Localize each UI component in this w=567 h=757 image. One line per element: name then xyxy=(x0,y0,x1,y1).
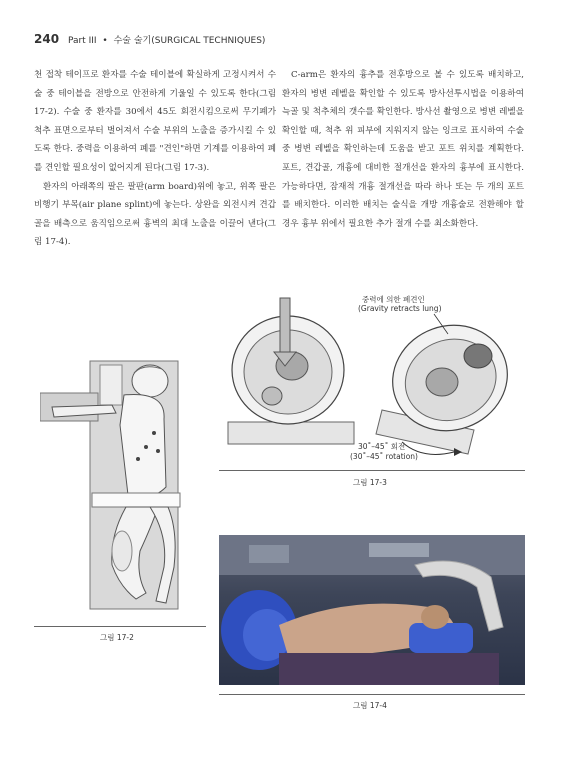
chapter-title: 수술 술기(SURGICAL TECHNIQUES) xyxy=(113,36,266,46)
figure-17-4-photo xyxy=(219,535,525,685)
rotation-label-en: (30˚–45˚ rotation) xyxy=(350,452,418,461)
paragraph: 환자의 아래쪽의 팔은 팔판(arm board)위에 놓고, 위쪽 팔은 비행기 부목(air plane splint)에 놓는다. 상완을 외전시켜 견갑골을 배측으로 움직임으로써 흉벽의 최대 노출을 이끌어 낸다(그림 17-4). xyxy=(34,181,276,248)
figure-17-2-caption: 그림 17-2 xyxy=(100,633,134,642)
figure-17-3-illustration xyxy=(222,292,522,464)
figure-17-2-rule xyxy=(34,626,206,627)
paragraph: 천 접착 테이프로 환자를 수술 테이블에 확실하게 고정시켜서 수술 중 테이블을 전방으로 안전하게 기울일 수 있도록 한다(그림 17-2). 수술 중 환자를 30에서 45도 회전시킴으로써 무기폐가 척추 표면으로부터 벌어져서 수술 부위의 노출을 증가시킬 수 있도록 한다. 중력을 이용하여 폐를 "견인"하면 기계를 이용하여 폐를 견인할 필요성이 없어지게 된다(그림 17-3). xyxy=(34,70,276,173)
operating-room-photo xyxy=(219,535,525,685)
body-column-right xyxy=(282,66,524,233)
running-header xyxy=(34,32,265,46)
paragraph: C-arm은 환자의 흉추를 전후방으로 볼 수 있도록 배치하고, 환자의 병변 레벨을 확인할 수 있도록 방사선투시법을 이용하여 늑골 및 척추체의 갯수를 확인한다. 방사선 촬영으로 병변 레벨을 확인할 때, 척추 위 피부에 지워지지 않는 잉크로 표시하여 수술 중 병변 레벨을 확인하는데 도움을 받고 포트 위치를 계획한다. 포트, 견갑골, 개흉에 대비한 절개선을 환자의 흉부에 표시한다. 가능하다면, 잠재적 개흉 절개선을 따라 하나 또는 두 개의 포트를 배치한다. 이러한 배치는 술식을 개방 개흉술로 전환해야 할 경우 흉부 위에서 필요한 추가 절개 수를 최소화한다. xyxy=(282,70,524,229)
page-number: 240 xyxy=(34,32,60,46)
rotation-label-ko: 30˚–45˚ 회전 xyxy=(358,442,406,451)
figure-17-2-illustration xyxy=(40,355,200,617)
figure-17-3-rule xyxy=(219,470,525,471)
gravity-label-en: (Gravity retracts lung) xyxy=(358,304,442,313)
figure-17-4-caption: 그림 17-4 xyxy=(353,701,387,710)
header-bullet: • xyxy=(102,36,108,46)
figure-17-3-caption: 그림 17-3 xyxy=(353,478,387,487)
figure-17-4-rule xyxy=(219,694,525,695)
part-label: Part III xyxy=(67,36,97,46)
body-column-left xyxy=(34,66,276,252)
gravity-label-ko: 중력에 의한 폐견인 xyxy=(362,295,425,304)
